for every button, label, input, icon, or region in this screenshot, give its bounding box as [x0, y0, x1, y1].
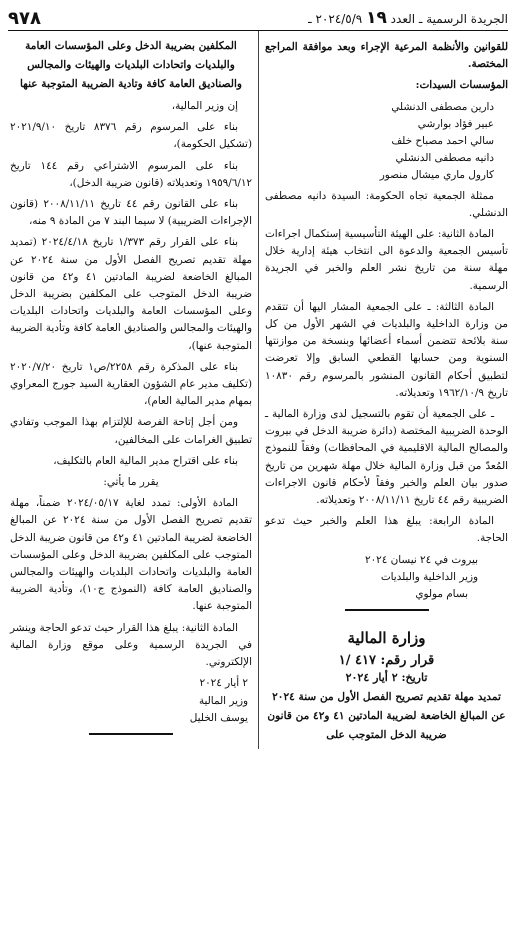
decree-article-one: المادة الأولى: تمدد لغاية ٢٠٢٤/٠٥/١٧ ضمناً، مهلة تقديم تصريح الفصل الأول من سنة ٢٠٢٤ عن المبالغ الخاضعة لضريبة المادتين ٤١ و٤٢ من قانون ضريبة الدخل المتوجب على المكلفين بضريبة الدخل وعلى المؤسسات العامة والبلديات واتحادات البلديات والهيئات والمجالس والصناديق العامة كافة (النموذج ج١٠)، وتأدية الضريبة المتوجبة عنها.: [10, 497, 252, 613]
decides-line: يقرر ما يأتي:: [103, 476, 159, 489]
decree-article-two: المادة الثانية: يبلغ هذا القرار حيث تدعو الحاجة وينشر في الجريدة الرسمية وعلى موقع وزارة المالية الإلكتروني.: [10, 621, 252, 669]
intro-paragraph: للقوانين والأنظمة المرعية الإجراء وبعد موافقة المراجع المختصة.: [265, 41, 508, 71]
signature-title: وزير الداخلية والبلديات: [380, 570, 478, 583]
ministry-heading: وزارة المالية: [347, 629, 426, 648]
left-column: [10, 31, 259, 749]
article-four: المادة الرابعة: يبلغ هذا العلم والخبر حيث تدعو الحاجة.: [265, 515, 508, 545]
article-three: المادة الثالثة: ـ على الجمعية المشار اليها أن تتقدم من وزارة الداخلية والبلديات في الشهر الأول من كل سنة بلائحة تتضمن أسماء أعضائها وبنسخة من موازنتها السنوية ومن حسابها القطعي السابق وإلا تعرضت لتطبيق أحكام القانون المنشور بالمرسوم رقم ١٠٨٣٠ تاريخ ١٩٦٢/١٠/٩ وتعديلاته.: [265, 300, 508, 399]
legal-basis-3: بناء على القانون رقم ٤٤ تاريخ ٢٠٠٨/١١/١١ (قانون الإجراءات الضريبية) لا سيما البند ٧ من المادة ٩ منه،: [10, 198, 252, 228]
decree-title-continued: المكلفين بضريبة الدخل وعلى المؤسسات العامة والبلديات واتحادات البلديات والهيئات والمجالس والصناديق العامة كافة وتادية الضريبة المتوجبة عنها: [19, 40, 243, 90]
legal-basis-4: بناء على القرار رقم ١/٣٧٣ تاريخ ٢٠٢٤/٤/١٨ (تمديد مهلة تقديم تصريح الفصل الأول من سنة ٢٠٢٤ عن المبالغ الخاضعة لضريبة المادتين ٤١ و٤٢ من قانون ضريبة الدخل المتوجب على المكلفين بضريبة الدخل وعلى المؤسسات العامة والبلديات واتحادات البلديات والهيئات والمجالس والصناديق العامة كافة وتأدية الضريبة المتوجبة عنها)،: [10, 236, 252, 352]
page-header: [8, 6, 508, 31]
founder-item: سالي احمد مصباح خلف: [391, 135, 494, 148]
right-column: [259, 31, 508, 749]
opening-line: إن وزير المالية،: [171, 100, 238, 112]
legal-basis-5: بناء على المذكرة رقم ٢٢٥٨/ص١ تاريخ ٢٠٢٠/٧/٢٠ (تكليف مدير عام الشؤون العقارية السيد جورج المعراوي بمهام مدير المالية العام)،: [10, 360, 252, 408]
signature-date: بيروت في ٢٤ نيسان ٢٠٢٤: [365, 553, 478, 566]
decree-date: تاريخ: ٢ أيار ٢٠٢٤: [345, 671, 428, 685]
signature-title: وزير المالية: [198, 694, 248, 707]
issue-date: ٢٠٢٤/٥/٩ ـ: [308, 12, 363, 26]
founder-item: دانيه مصطفى الدنشلي: [395, 152, 494, 165]
section-divider: [10, 733, 252, 735]
article-two: المادة الثانية: على الهيئة التأسيسية إستكمال اجراءات تأسيس الجمعية والدعوة الى انتخاب هيئة إدارية خلال مهلة سنة من تاريخ نشر العلم والخبر في الجريدة الرسمية.: [265, 228, 508, 292]
representative-paragraph: ممثلة الجمعية تجاه الحكومة: السيدة دانيه مصطفى الدنشلي.: [265, 189, 508, 219]
finance-minister-signature: [10, 675, 252, 727]
decree-number: قرار رقم: ٤١٧ /١: [338, 653, 435, 669]
founder-item: دارين مصطفى الدنشلي: [391, 100, 494, 113]
gazette-issue-info: [308, 8, 508, 28]
interior-minister-signature: [265, 552, 508, 604]
gazette-name: الجريدة الرسمية ـ العدد: [390, 12, 508, 26]
signature-name: يوسف الخليل: [189, 711, 248, 724]
section-divider: [265, 609, 508, 611]
article-three-registration: ـ على الجمعية أن تقوم بالتسجيل لدى وزارة المالية ـ الوحدة الضريبية المختصة (دائرة ضريبة الدخل في بيروت والمصالح المالية الاقليمية في المحافظات) وفقاً للنموذج المُعدّ من قبل وزارة المالية خلال مهلة شهرين من تاريخ صدور بيان العلم والخبر وفقاً لأحكام قانون الاجراءات الضريبية رقم ٤٤ تاريخ ٢٠٠٨/١١/١١ وتعديلاته.: [265, 408, 508, 507]
founders-list: [265, 99, 508, 185]
founder-item: عبير فؤاد بوارشي: [417, 117, 494, 130]
page-number: ٩٧٨: [8, 7, 41, 29]
decree-title: تمديد مهلة تقديم تصريح الفصل الأول من سنة ٢٠٢٤ عن المبالغ الخاضعة لضريبة المادتين ٤١ و٤٢ من قانون ضريبة الدخل المتوجب على: [267, 691, 506, 742]
founder-item: كارول ماري ميشال منصور: [379, 169, 494, 182]
two-column-body: [8, 31, 508, 749]
legal-basis-7: بناء على اقتراح مدير المالية العام بالتكليف،: [53, 454, 238, 467]
issue-number: ١٩: [366, 8, 387, 28]
legal-basis-6: ومن أجل إتاحة الفرصة للإلتزام بهذا الموجب وتفادي تطبيق الغرامات على المخالفين،: [10, 416, 252, 446]
founders-heading: المؤسسات السيدات:: [415, 79, 508, 92]
legal-basis-1: بناء على المرسوم رقم ٨٣٧٦ تاريخ ٢٠٢١/٩/١٠ (تشكيل الحكومة)،: [10, 121, 252, 151]
signature-date: ٢ أيار ٢٠٢٤: [199, 677, 248, 690]
signature-name: بسام مولوي: [415, 588, 468, 601]
legal-basis-2: بناء على المرسوم الاشتراعي رقم ١٤٤ تاريخ ١٩٥٩/٦/١٢ وتعديلاته (قانون ضريبة الدخل)،: [10, 159, 252, 189]
